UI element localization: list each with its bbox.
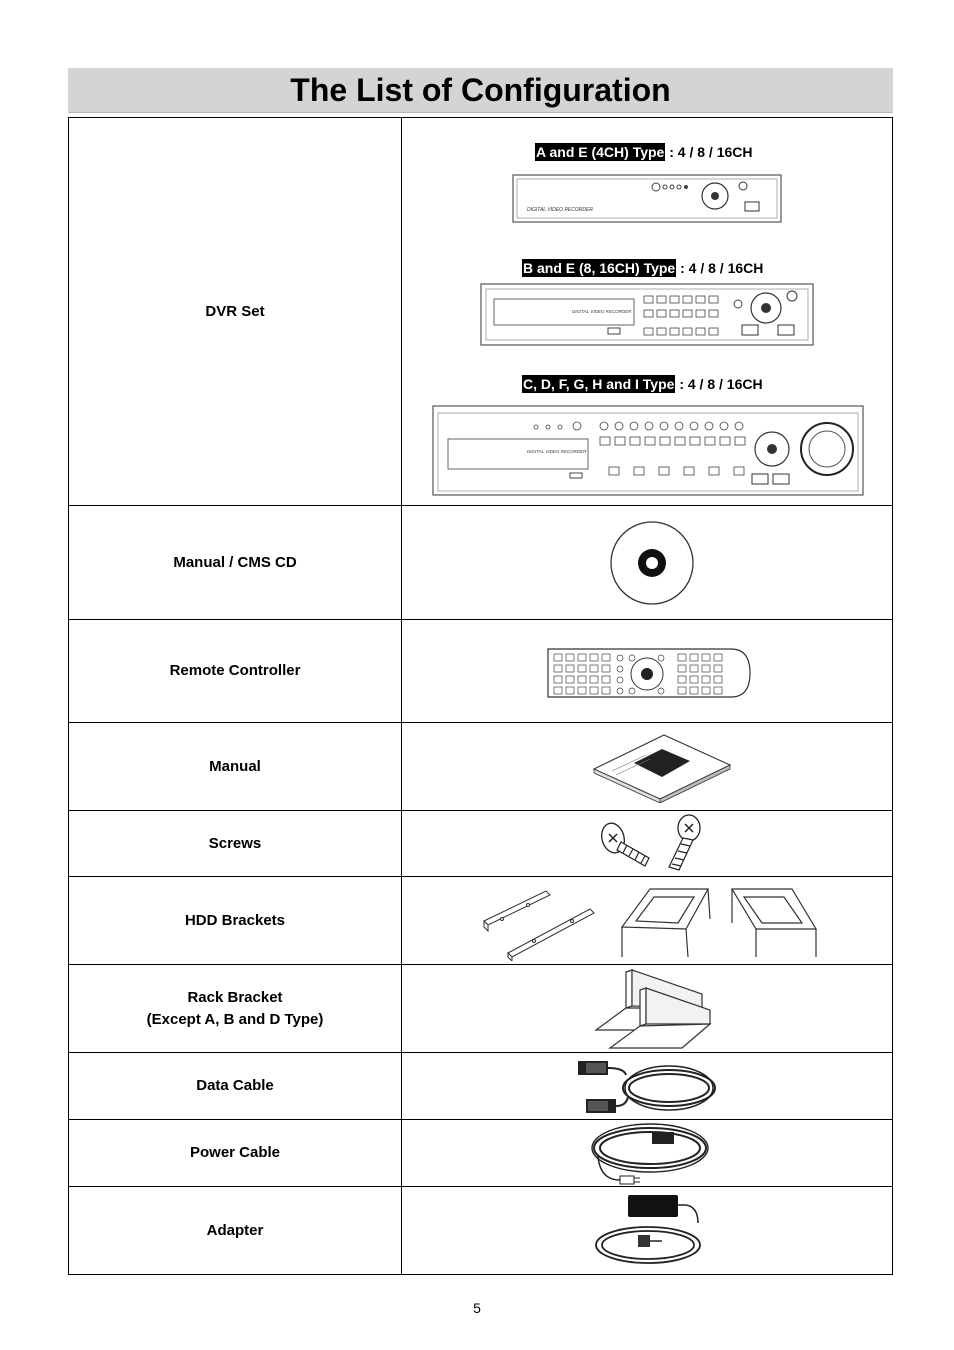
manual-book-icon [592, 731, 734, 803]
rack-bracket-icon [592, 968, 712, 1050]
remote-controller-icon [546, 647, 752, 699]
dvr-type-caption: C, D, F, G, H and I Type : 4 / 8 / 16CH [523, 376, 763, 392]
dvr-type-a-icon [512, 174, 782, 224]
item-image-cell [402, 877, 893, 965]
hdd-brackets-icon [482, 883, 818, 961]
dvr-images-cell [402, 118, 893, 506]
item-label: DVR Set [69, 118, 402, 506]
item-label: HDD Brackets [69, 877, 402, 965]
data-cable-icon [574, 1057, 724, 1117]
table-row [69, 118, 893, 506]
configuration-table [68, 117, 893, 1275]
table-row [69, 877, 893, 965]
screws-icon [597, 814, 705, 874]
table-row [69, 1120, 893, 1187]
table-row [69, 723, 893, 811]
page-title: The List of Configuration [290, 71, 671, 108]
svg-text:DIGITAL VIDEO RECORDER: DIGITAL VIDEO RECORDER [527, 449, 587, 454]
item-image-cell [402, 1053, 893, 1120]
item-image-cell [402, 620, 893, 723]
table-row [69, 965, 893, 1053]
table-row [69, 1187, 893, 1275]
item-image-cell [402, 965, 893, 1053]
table-row [69, 811, 893, 877]
item-image-cell [402, 723, 893, 811]
title-bar [68, 68, 893, 113]
item-label: Screws [69, 811, 402, 877]
item-label: Data Cable [69, 1053, 402, 1120]
item-image-cell [402, 811, 893, 877]
item-label: Manual [69, 723, 402, 811]
dvr-type-b-icon [480, 283, 814, 346]
page-number: 5 [473, 1300, 481, 1316]
item-image-cell [402, 1120, 893, 1187]
item-label: Rack Bracket (Except A, B and D Type) [69, 965, 402, 1053]
item-label: Manual / CMS CD [69, 506, 402, 620]
item-label: Remote Controller [69, 620, 402, 723]
table-row [69, 620, 893, 723]
dvr-type-caption: A and E (4CH) Type : 4 / 8 / 16CH [536, 144, 753, 160]
table-row [69, 506, 893, 620]
svg-text:DIGITAL VIDEO RECORDER: DIGITAL VIDEO RECORDER [572, 309, 632, 314]
dvr-type-caption: B and E (8, 16CH) Type : 4 / 8 / 16CH [523, 260, 764, 276]
svg-text:DIGITAL VIDEO RECORDER: DIGITAL VIDEO RECORDER [527, 207, 593, 213]
item-label: Power Cable [69, 1120, 402, 1187]
power-cable-icon [588, 1122, 713, 1186]
table-row [69, 1053, 893, 1120]
item-label: Adapter [69, 1187, 402, 1275]
cd-icon [609, 520, 695, 606]
item-image-cell [402, 506, 893, 620]
item-image-cell [402, 1187, 893, 1275]
dvr-type-c-icon [432, 405, 864, 497]
adapter-icon [594, 1193, 704, 1269]
